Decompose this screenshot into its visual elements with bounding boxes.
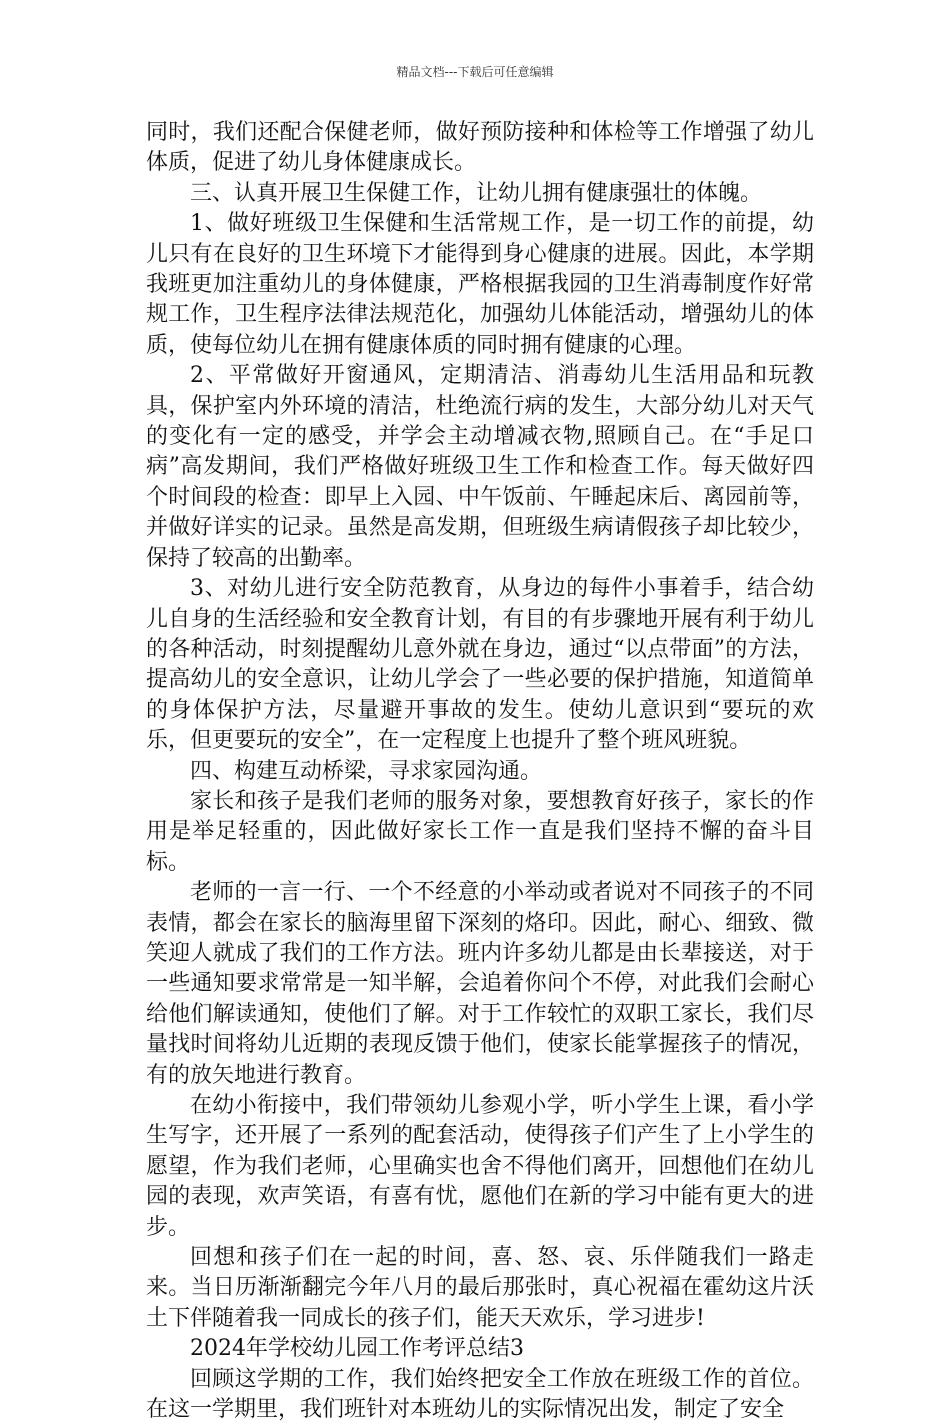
paragraph-parent-work: 家长和孩子是我们老师的服务对象，要想教育好孩子，家长的作用是举足轻重的，因此做好家长工作一直是我们坚持不懈的奋斗目标。	[146, 788, 814, 875]
page-header: 精品文档---下载后可任意编辑	[396, 65, 554, 79]
document-body	[146, 118, 814, 1425]
paragraph-primary-transition: 在幼小衔接中，我们带领幼儿参观小学，听小学生上课，看小学生写字，还开展了一系列的配套活动，使得孩子们产生了上小学生的愿望，作为我们老师，心里确实也舍不得他们离开，回想他们在幼儿园的表现，欢声笑语，有喜有忧，愿他们在新的学习中能有更大的进步。	[146, 1093, 814, 1240]
report-title-3: 2024年学校幼儿园工作考评总结3	[190, 1336, 524, 1362]
paragraph-teacher-conduct: 老师的一言一行、一个不经意的小举动或者说对不同孩子的不同表情，都会在家长的脑海里留下深刻的烙印。因此，耐心、细致、微笑迎人就成了我们的工作方法。班内许多幼儿都是由长辈接送，对于一些通知要求常常是一知半解，会追着你问个不停，对此我们会耐心给他们解读通知，使他们了解。对于工作较忙的双职工家长，我们尽量找时间将幼儿近期的表现反馈于他们，使家长能掌握孩子的情况，有的放矢地进行教育。	[146, 880, 814, 1088]
section-heading-4: 四、构建互动桥梁，寻求家园沟通。	[190, 758, 543, 784]
paragraph-safety-review: 回顾这学期的工作，我们始终把安全工作放在班级工作的首位。在这一学期里，我们班针对本班幼儿的实际情况出发，制定了安全	[146, 1366, 814, 1423]
paragraph-continuation: 同时，我们还配合保健老师，做好预防接种和体检等工作增强了幼儿体质，促进了幼儿身体健康成长。	[146, 120, 814, 176]
section-heading-3: 三、认真开展卫生保健工作，让幼儿拥有健康强壮的体魄。	[190, 180, 763, 206]
paragraph-reflection: 回想和孩子们在一起的时间，喜、怒、哀、乐伴随我们一路走来。当日历渐渐翻完今年八月的最后那张时，真心祝福在霍幼这片沃土下伴随着我一同成长的孩子们，能天天欢乐，学习进步!	[146, 1245, 814, 1331]
paragraph-safety-education: 3、对幼儿进行安全防范教育，从身边的每件小事着手，结合幼儿自身的生活经验和安全教育计划，有目的有步骤地开展有利于幼儿的各种活动，时刻提醒幼儿意外就在身边，通过“以点带面”的方法，提高幼儿的安全意识，让幼儿学会了一些必要的保护措施，知道简单的身体保护方法，尽量避开事故的发生。使幼儿意识到“要玩的欢乐，但更要玩的安全”，在一定程度上也提升了整个班风班貌。	[146, 576, 814, 754]
paragraph-hygiene-routine: 1、做好班级卫生保健和生活常规工作，是一切工作的前提，幼儿只有在良好的卫生环境下才能得到身心健康的进展。因此，本学期我班更加注重幼儿的身体健康，严格根据我园的卫生消毒制度作好常规工作，卫生程序法律法规范化，加强幼儿体能活动，增强幼儿的体质，使每位幼儿在拥有健康体质的同时拥有健康的心理。	[146, 211, 814, 358]
paragraph-ventilation-disinfection: 2、平常做好开窗通风，定期清洁、消毒幼儿生活用品和玩教具，保护室内外环境的清洁，杜绝流行病的发生，大部分幼儿对天气的变化有一定的感受，并学会主动增减衣物,照顾自己。在“手足口病”高发期间，我们严格做好班级卫生工作和检查工作。每天做好四个时间段的检查：即早上入园、中午饭前、午睡起床后、离园前等，并做好详实的记录。虽然是高发期，但班级生病请假孩子却比较少，保持了较高的出勤率。	[146, 363, 814, 571]
